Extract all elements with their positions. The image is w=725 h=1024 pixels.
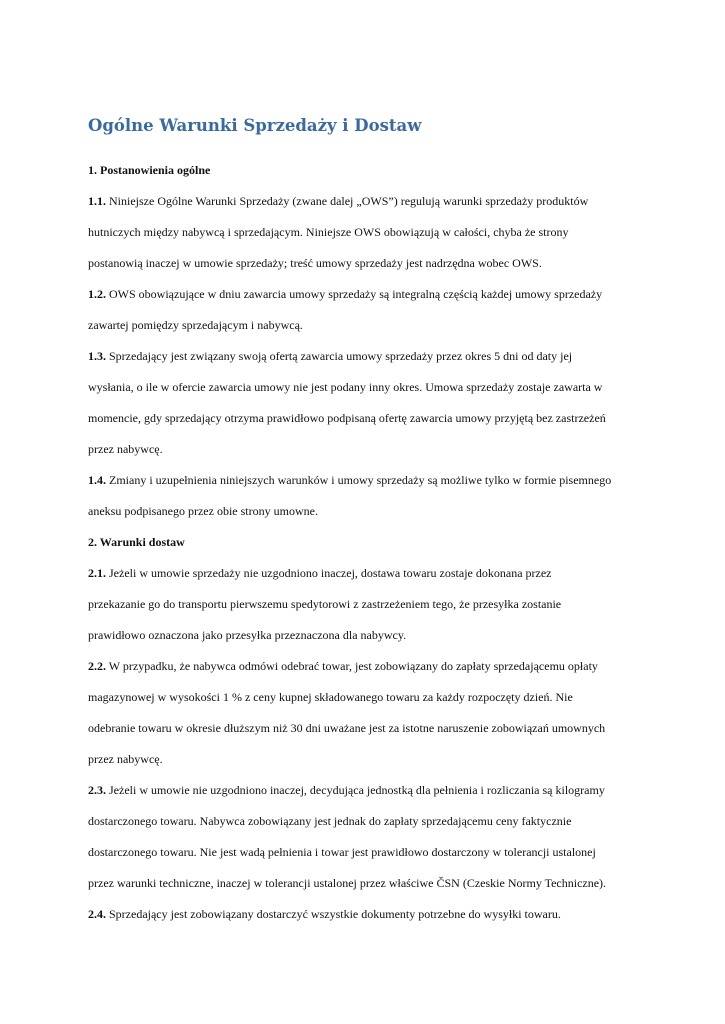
paragraph-line (88, 279, 633, 310)
paragraph-line: wysłania, o ile w ofercie zawarcia umowy nie jest podany inny okres. Umowa sprzedaży zostaje zawarta w (88, 380, 603, 394)
paragraph-line: odebranie towaru w okresie dłuższym niż 30 dni uważane jest za istotne naruszenie zobowiązań umownych (88, 721, 606, 735)
paragraph-line (88, 341, 633, 372)
paragraph-number: 1.4. (88, 473, 106, 487)
paragraph-line (88, 465, 633, 496)
paragraph-number: 1.3. (88, 349, 106, 363)
paragraph-number: 2.3. (88, 783, 106, 797)
paragraph-number: 2.4. (88, 907, 106, 921)
paragraph-line (88, 899, 633, 930)
paragraph-text: Jeżeli w umowie nie uzgodniono inaczej, decydująca jednostką dla pełnienia i rozliczania są kilogramy (109, 783, 605, 797)
paragraph-text: W przypadku, że nabywca odmówi odebrać towar, jest zobowiązany do zapłaty sprzedającemu opłaty (108, 659, 598, 673)
paragraph-text: Jeżeli w umowie sprzedaży nie uzgodniono inaczej, dostawa towaru zostaje dokonana przez (109, 566, 552, 580)
paragraph-line: przez warunki techniczne, inaczej w tolerancji ustalonej przez właściwe ČSN (Czeskie Normy Techniczne). (88, 876, 607, 890)
paragraph-number: 1.2. (88, 287, 106, 301)
paragraph-line: prawidłowo oznaczona jako przesyłka przeznaczona dla nabywcy. (88, 628, 407, 642)
paragraph-number: 1.1. (88, 194, 106, 208)
document-content (88, 114, 633, 930)
paragraph-line (88, 558, 633, 589)
paragraph-line: zawartej pomiędzy sprzedającym i nabywcą. (88, 318, 303, 332)
section-heading-2: 2. Warunki dostaw (88, 535, 185, 549)
paragraph-line: aneksu podpisanego przez obie strony umowne. (88, 504, 318, 518)
paragraph-2-1 (88, 558, 633, 651)
paragraph-text: Sprzedający jest zobowiązany dostarczyć wszystkie dokumenty potrzebne do wysyłki towaru. (109, 907, 561, 921)
paragraph-line: momencie, gdy sprzedający otrzyma prawidłowo podpisaną ofertę zawarcia umowy przyjętą bez zastrzeżeń (88, 411, 606, 425)
paragraph-2-2 (88, 651, 633, 775)
paragraph-line: przez nabywcę. (88, 442, 163, 456)
paragraph-1-1 (88, 186, 633, 279)
paragraph-line (88, 651, 633, 682)
paragraph-line (88, 775, 633, 806)
paragraph-text: Sprzedający jest związany swoją ofertą zawarcia umowy sprzedaży przez okres 5 dni od daty jej (109, 349, 573, 363)
paragraph-line: przekazanie go do transportu pierwszemu spedytorowi z zastrzeżeniem tego, że przesyłka zostanie (88, 597, 562, 611)
paragraph-line: hutniczych między nabywcą i sprzedającym. Niniejsze OWS obowiązują w całości, chyba że strony (88, 225, 569, 239)
paragraph-1-4 (88, 465, 633, 527)
paragraph-text: OWS obowiązujące w dniu zawarcia umowy sprzedaży są integralną częścią każdej umowy sprzedaży (109, 287, 603, 301)
paragraph-line: dostarczonego towaru. Nabywca zobowiązany jest jednak do zapłaty sprzedającemu ceny faktycznie (88, 814, 572, 828)
paragraph-line (88, 186, 633, 217)
paragraph-line: przez nabywcę. (88, 752, 163, 766)
paragraph-2-4 (88, 899, 633, 930)
paragraph-line: postanowią inaczej w umowie sprzedaży; treść umowy sprzedaży jest nadrzędna wobec OWS. (88, 256, 542, 270)
paragraph-text: Zmiany i uzupełnienia niniejszych warunków i umowy sprzedaży są możliwe tylko w formie pisemnego (109, 473, 612, 487)
paragraph-1-3 (88, 341, 633, 465)
paragraph-line: dostarczonego towaru. Nie jest wadą pełnienia i towar jest prawidłowo dostarczony w tolerancji ustalonej (88, 845, 596, 859)
paragraph-number: 2.1. (88, 566, 106, 580)
paragraph-text: Niniejsze Ogólne Warunki Sprzedaży (zwane dalej „OWS”) regulują warunki sprzedaży produktów (109, 194, 589, 208)
paragraph-line: magazynowej w wysokości 1 % z ceny kupnej składowanego towaru za każdy rozpoczęty dzień. Nie (88, 690, 573, 704)
paragraph-2-3 (88, 775, 633, 899)
paragraph-number: 2.2. (88, 659, 106, 673)
paragraph-1-2 (88, 279, 633, 341)
section-heading-1: 1. Postanowienia ogólne (88, 163, 211, 177)
document-title: Ogólne Warunki Sprzedaży i Dostaw (88, 116, 422, 135)
